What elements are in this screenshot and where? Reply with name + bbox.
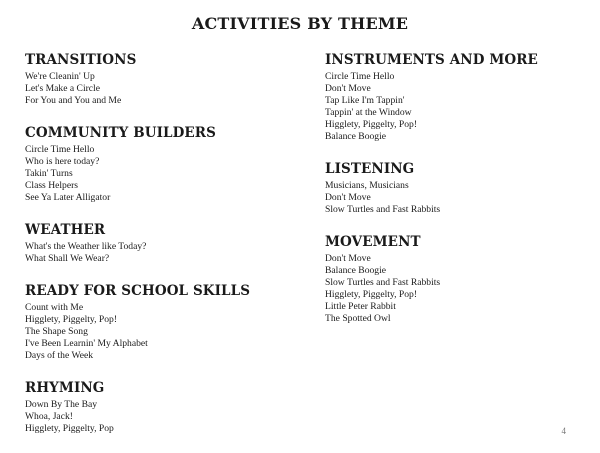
activity-item: Don't Move xyxy=(325,253,371,264)
activity-list xyxy=(25,399,285,435)
section-heading: TRANSITIONS xyxy=(25,52,137,68)
activity-item: I've Been Learnin' My Alphabet xyxy=(25,338,148,349)
page-number: 4 xyxy=(561,426,566,436)
activity-item: Don't Move xyxy=(325,192,371,203)
activity-item: Balance Boogie xyxy=(325,265,387,276)
section-movement xyxy=(325,234,585,325)
section-heading: COMMUNITY BUILDERS xyxy=(25,125,216,141)
activity-item: Count with Me xyxy=(25,302,84,313)
section-instruments-and-more xyxy=(325,52,585,143)
section-heading: RHYMING xyxy=(25,380,105,396)
activity-item: Balance Boogie xyxy=(325,131,387,142)
activity-list xyxy=(325,253,585,325)
activity-item: Slow Turtles and Fast Rabbits xyxy=(325,277,441,288)
section-heading: WEATHER xyxy=(25,222,106,238)
section-weather xyxy=(25,222,285,265)
section-transitions xyxy=(25,52,285,107)
activity-item: What's the Weather like Today? xyxy=(25,241,147,252)
section-rhyming xyxy=(25,380,285,435)
activity-item: Class Helpers xyxy=(25,180,79,191)
activity-list xyxy=(325,180,585,216)
activity-item: Don't Move xyxy=(325,83,371,94)
page-title: ACTIVITIES BY THEME xyxy=(191,14,409,33)
activity-list xyxy=(25,144,285,204)
activity-item: Circle Time Hello xyxy=(25,144,95,155)
activity-item: Higglety, Piggelty, Pop! xyxy=(325,119,418,130)
activity-list xyxy=(25,302,285,362)
left-column xyxy=(25,52,285,453)
section-heading: LISTENING xyxy=(325,161,415,177)
activity-item: Tappin' at the Window xyxy=(325,107,412,118)
activity-item: Higglety, Piggelty, Pop! xyxy=(25,314,118,325)
section-ready-for-school-skills xyxy=(25,283,285,362)
activity-item: Higglety, Piggelty, Pop! xyxy=(325,289,418,300)
activity-item: See Ya Later Alligator xyxy=(25,192,111,203)
activity-item: Days of the Week xyxy=(25,350,94,361)
activity-item: The Spotted Owl xyxy=(325,313,391,324)
activity-item: What Shall We Wear? xyxy=(25,253,110,264)
activity-item: Little Peter Rabbit xyxy=(325,301,396,312)
activity-list xyxy=(25,71,285,107)
activity-item: Whoa, Jack! xyxy=(25,411,73,422)
activity-item: Slow Turtles and Fast Rabbits xyxy=(325,204,441,215)
section-heading: MOVEMENT xyxy=(325,234,421,250)
activity-item: Let's Make a Circle xyxy=(25,83,100,94)
activity-item: Circle Time Hello xyxy=(325,71,395,82)
section-heading: INSTRUMENTS AND MORE xyxy=(325,52,538,68)
activity-item: For You and You and Me xyxy=(25,95,122,106)
activity-item: Tap Like I'm Tappin' xyxy=(325,95,405,106)
activity-item: Down By The Bay xyxy=(25,399,98,410)
section-community-builders xyxy=(25,125,285,204)
activity-item: Musicians, Musicians xyxy=(325,180,409,191)
activity-item: Takin' Turns xyxy=(25,168,73,179)
section-heading: READY FOR SCHOOL SKILLS xyxy=(25,283,251,299)
section-listening xyxy=(325,161,585,216)
activity-item: Higglety, Piggelty, Pop xyxy=(25,423,114,434)
activity-item: The Shape Song xyxy=(25,326,88,337)
activity-item: We're Cleanin' Up xyxy=(25,71,95,82)
right-column xyxy=(325,52,585,343)
activity-list xyxy=(25,241,285,265)
activity-list xyxy=(325,71,585,143)
activity-item: Who is here today? xyxy=(25,156,100,167)
